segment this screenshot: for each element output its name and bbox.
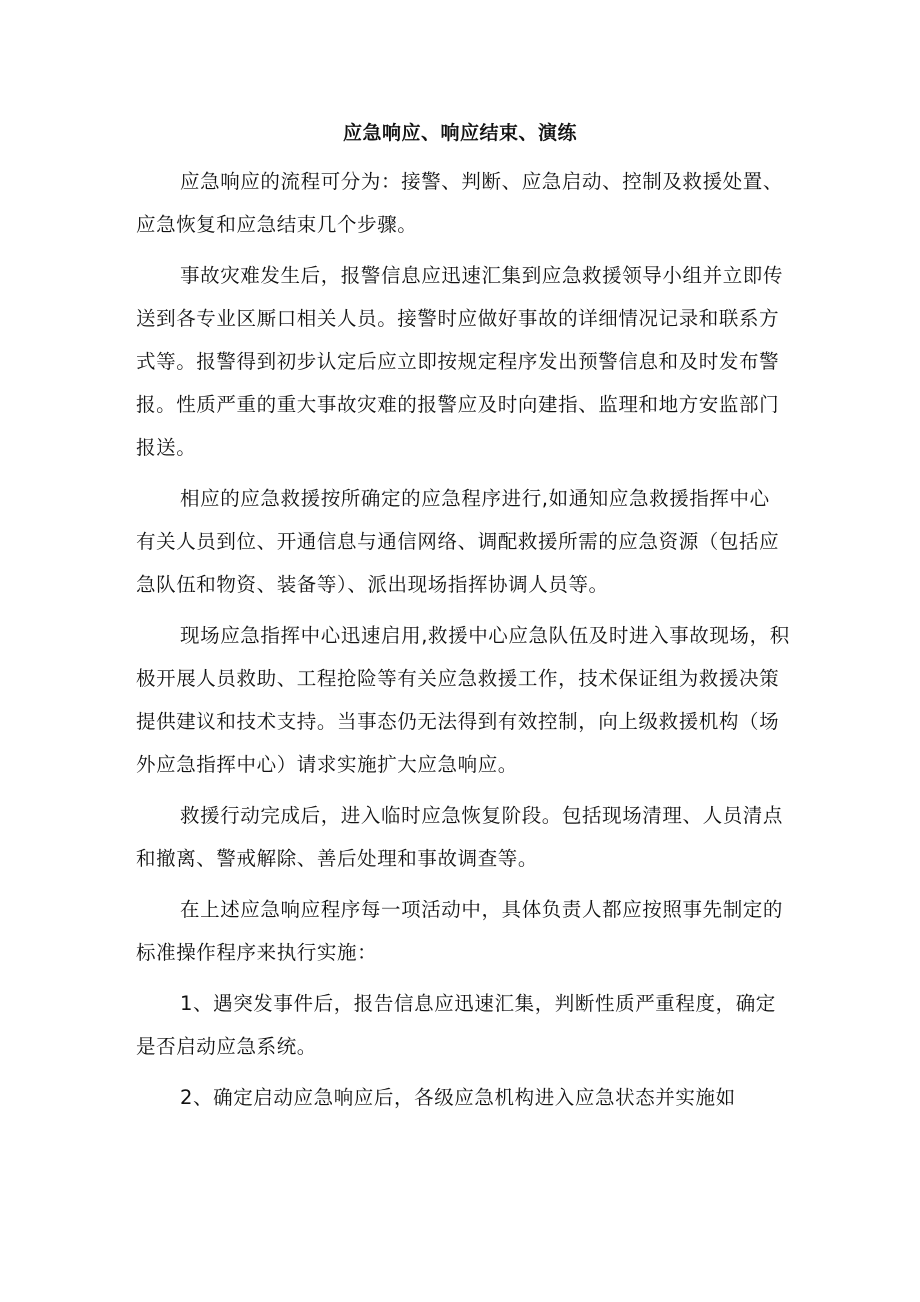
paragraph-line: 报送。 [136, 436, 197, 459]
paragraph-response-flow [136, 160, 786, 246]
paragraph-line: 有关人员到位、开通信息与通信网络、调配救援所需的应急资源（包括应 [136, 530, 780, 553]
paragraph-line: 应急恢复和应急结束几个步骤。 [136, 213, 418, 236]
paragraph-line: 是否启动应急系统。 [136, 1035, 317, 1058]
paragraph-line: 报。性质严重的重大事故灾难的报警应及时向建指、监理和地方安监部门 [136, 393, 780, 416]
paragraph-procedure-intro [136, 888, 786, 974]
list-item-1 [136, 982, 786, 1068]
paragraph-line: 式等。报警得到初步认定后应立即按规定程序发出预警信息和及时发布警 [136, 350, 780, 373]
paragraph-line: 在上述应急响应程序每一项活动中，具体负责人都应按照事先制定的 [180, 898, 784, 921]
document-body [136, 160, 790, 1119]
paragraph-alarm [136, 254, 786, 469]
paragraph-line: 2、确定启动应急响应后，各级应急机构进入应急状态并实施如 [180, 1086, 736, 1109]
paragraph-line: 送到各专业区厮口相关人员。接警时应做好事故的详细情况记录和联系方 [136, 307, 780, 330]
paragraph-line: 应急响应的流程可分为：接警、判断、应急启动、控制及救援处置、 [180, 170, 784, 193]
paragraph-line: 极开展人员救助、工程抢险等有关应急救援工作，技术保证组为救援决策 [136, 667, 780, 690]
paragraph-line: 和撤离、警戒解除、善后处理和事故调查等。 [136, 847, 539, 870]
list-item-2 [136, 1076, 786, 1119]
paragraph-line: 现场应急指挥中心迅速启用,救援中心应急队伍及时进入事故现场，积 [180, 624, 790, 647]
paragraph-line: 1、遇突发事件后，报告信息应迅速汇集，判断性质严重程度，确定 [180, 992, 776, 1015]
paragraph-line: 标准操作程序来执行实施： [136, 941, 378, 964]
document-title: 应急响应、响应结束、演练 [342, 122, 577, 144]
paragraph-line: 事故灾难发生后，报警信息应迅速汇集到应急救援领导小组并立即传 [180, 264, 784, 287]
paragraph-line: 急队伍和物资、装备等）、派出现场指挥协调人员等。 [136, 573, 609, 596]
paragraph-line: 提供建议和技术支持。当事态仍无法得到有效控制，向上级救援机构（场 [136, 710, 780, 733]
paragraph-line: 相应的应急救援按所确定的应急程序进行,如通知应急救援指挥中心 [180, 487, 770, 510]
paragraph-line: 外应急指挥中心）请求实施扩大应急响应。 [136, 753, 518, 776]
paragraph-line: 救援行动完成后，进入临时应急恢复阶段。包括现场清理、人员清点 [180, 804, 784, 827]
paragraph-recovery [136, 794, 786, 880]
paragraph-rescue-procedure [136, 477, 786, 606]
paragraph-onsite-command [136, 614, 790, 786]
